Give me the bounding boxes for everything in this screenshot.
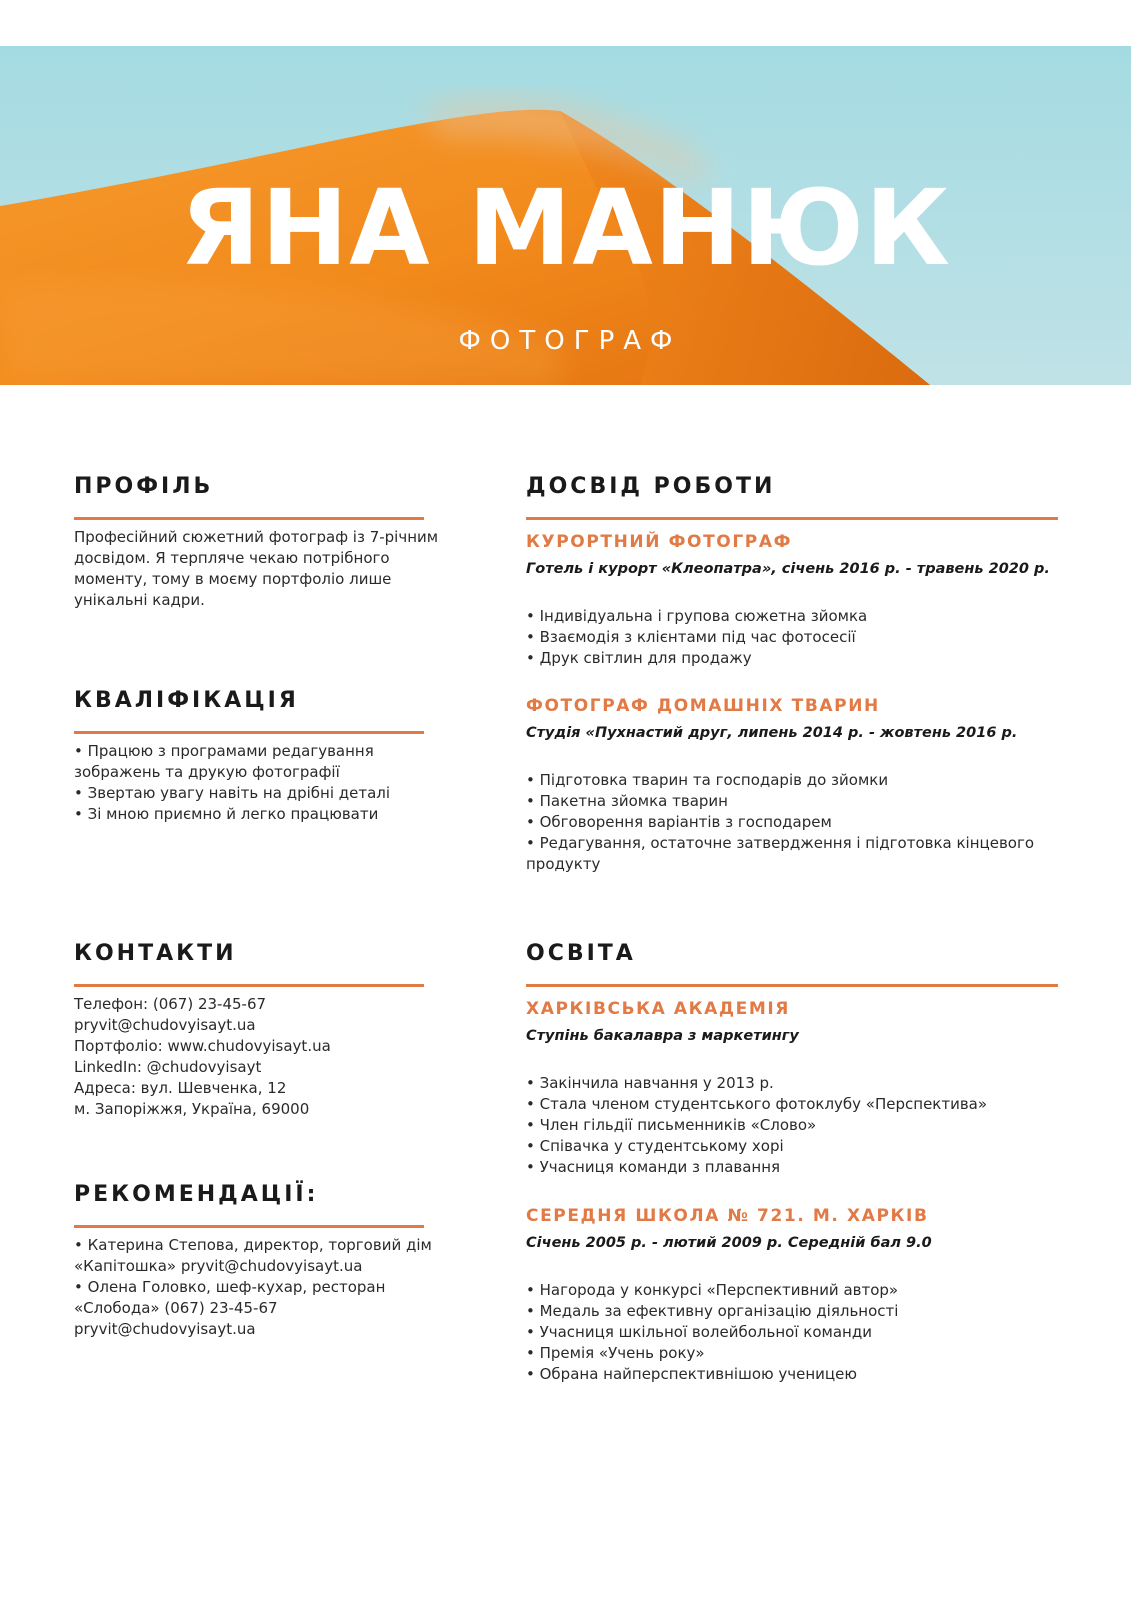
school-achievement: • Учасниця команди з плавання <box>526 1158 781 1176</box>
candidate-role: ФОТОГРАФ <box>458 326 682 356</box>
school-title: ХАРКІВСЬКА АКАДЕМІЯ <box>526 999 791 1019</box>
section-title-contacts: КОНТАКТИ <box>74 941 237 966</box>
job-duty: • Підготовка тварин та господарів до зйомки <box>526 771 889 789</box>
school-achievement: • Нагорода у конкурсі «Перспективний автор» <box>526 1281 899 1299</box>
section-title-experience: ДОСВІД РОБОТИ <box>526 474 776 499</box>
school-achievement: • Закінчила навчання у 2013 р. <box>526 1074 774 1092</box>
reference-line: «Капітошка» pryvit@chudovyisayt.ua <box>74 1257 363 1275</box>
contacts-list <box>74 994 424 1120</box>
contact-email[interactable]: pryvit@chudovyisayt.ua <box>74 1016 256 1034</box>
qualification-item: • Зі мною приємно й легко працювати <box>74 805 379 823</box>
profile-text <box>74 527 439 611</box>
qualification-item: • Працюю з програмами редагування <box>74 742 374 760</box>
section-divider <box>526 517 1058 520</box>
job-duties <box>526 606 1058 669</box>
qualification-list <box>74 741 424 825</box>
reference-line: pryvit@chudovyisayt.ua <box>74 1320 256 1338</box>
school-achievement: • Учасниця шкільної волейбольної команди <box>526 1323 872 1341</box>
profile-line: Професійний сюжетний фотограф із 7-річним <box>74 528 439 546</box>
qualification-section <box>74 686 424 825</box>
job-duty: • Взаємодія з клієнтами під час фотосесії <box>526 628 856 646</box>
section-divider <box>74 731 424 734</box>
profile-section <box>74 472 439 611</box>
section-divider <box>74 984 424 987</box>
reference-line: «Слобода» (067) 23-45-67 <box>74 1299 278 1317</box>
profile-line: моменту, тому в моєму портфоліо лише <box>74 570 392 588</box>
section-title-references: РЕКОМЕНДАЦІЇ: <box>74 1182 319 1207</box>
section-title-profile: ПРОФІЛЬ <box>74 474 214 499</box>
reference-line: • Катерина Степова, директор, торговий дім <box>74 1236 432 1254</box>
job-duties <box>526 770 1058 875</box>
job-duty: продукту <box>526 855 601 873</box>
school-title: СЕРЕДНЯ ШКОЛА № 721. М. ХАРКІВ <box>526 1206 929 1226</box>
profile-line: досвідом. Я терпляче чекаю потрібного <box>74 549 390 567</box>
job-duty: • Редагування, остаточне затвердження і підготовка кінцевого <box>526 834 1035 852</box>
education-section <box>526 939 1058 1385</box>
section-title-qualification: КВАЛІФІКАЦІЯ <box>74 688 299 713</box>
contact-linkedin[interactable]: LinkedIn: @chudovyisayt <box>74 1058 262 1076</box>
profile-line: унікальні кадри. <box>74 591 205 609</box>
contacts-section <box>74 939 424 1120</box>
education-entry <box>526 998 1058 1178</box>
education-entry <box>526 1205 1058 1385</box>
job-duty: • Індивідуальна і групова сюжетна зйомка <box>526 607 868 625</box>
school-achievements <box>526 1073 1058 1178</box>
section-divider <box>526 984 1058 987</box>
school-achievement: • Премія «Учень року» <box>526 1344 705 1362</box>
contact-address: Адреса: вул. Шевченка, 12 <box>74 1079 287 1097</box>
experience-section <box>526 472 1058 875</box>
school-achievement: • Стала членом студентського фотоклубу «Перспектива» <box>526 1095 988 1113</box>
school-subtitle: Ступінь бакалавра з маркетингу <box>526 1028 799 1044</box>
job-entry <box>526 531 1058 669</box>
candidate-name: ЯНА МАНЮК <box>180 167 951 289</box>
school-achievement: • Член гільдії письменників «Слово» <box>526 1116 817 1134</box>
section-divider <box>74 1225 424 1228</box>
school-achievements <box>526 1280 1058 1385</box>
job-duty: • Друк світлин для продажу <box>526 649 752 667</box>
contact-city: м. Запоріжжя, Україна, 69000 <box>74 1100 310 1118</box>
contact-phone: Телефон: (067) 23-45-67 <box>74 995 267 1013</box>
school-achievement: • Обрана найперспективнішою ученицею <box>526 1365 857 1383</box>
job-title: ФОТОГРАФ ДОМАШНІХ ТВАРИН <box>526 696 880 716</box>
qualification-item: • Звертаю увагу навіть на дрібні деталі <box>74 784 391 802</box>
school-achievement: • Медаль за ефективну організацію діяльності <box>526 1302 899 1320</box>
job-duty: • Обговорення варіантів з господарем <box>526 813 832 831</box>
section-title-education: ОСВІТА <box>526 941 636 966</box>
job-duty: • Пакетна зйомка тварин <box>526 792 728 810</box>
job-subtitle: Готель і курорт «Клеопатра», січень 2016 р. - травень 2020 р. <box>526 561 1050 577</box>
job-entry <box>526 695 1058 875</box>
job-title: КУРОРТНИЙ ФОТОГРАФ <box>526 532 793 552</box>
reference-line: • Олена Головко, шеф-кухар, ресторан <box>74 1278 386 1296</box>
contact-portfolio[interactable]: Портфоліо: www.chudovyisayt.ua <box>74 1037 331 1055</box>
references-list <box>74 1235 432 1340</box>
hero-banner <box>0 46 1131 385</box>
section-divider <box>74 517 424 520</box>
job-subtitle: Студія «Пухнастий друг, липень 2014 р. - жовтень 2016 р. <box>526 725 1018 741</box>
school-subtitle: Січень 2005 р. - лютий 2009 р. Середній бал 9.0 <box>526 1235 932 1251</box>
school-achievement: • Співачка у студентському хорі <box>526 1137 784 1155</box>
qualification-item: зображень та друкую фотографії <box>74 763 340 781</box>
references-section <box>74 1180 432 1340</box>
